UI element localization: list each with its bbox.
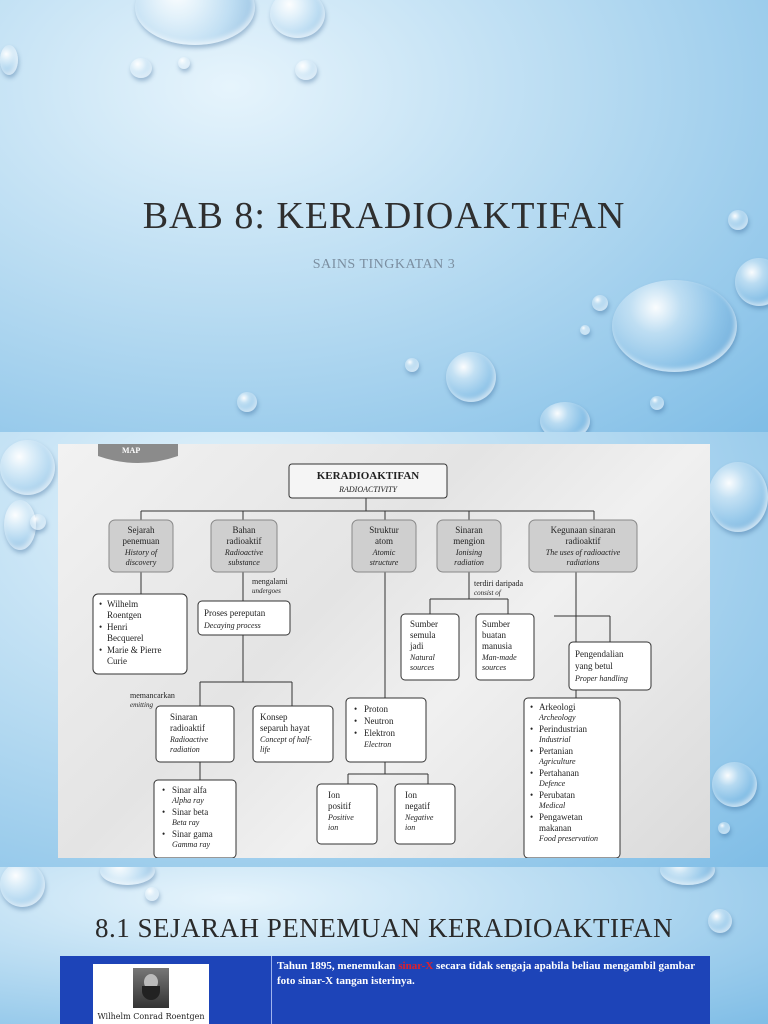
branch-label-en: structure [369, 558, 399, 567]
water-drop [145, 887, 159, 901]
branch-label-en: The uses of radioactive [545, 548, 621, 557]
branch-label: mengion [453, 536, 485, 546]
use-label: Pertahanan [539, 768, 579, 778]
roentgen-photo [93, 964, 209, 1024]
water-drop [0, 45, 18, 75]
node-label-en: ion [405, 823, 416, 832]
link-label-en: undergoes [252, 587, 281, 595]
ion-negatif-box [395, 784, 455, 844]
use-label-en: Archeology [539, 713, 576, 722]
water-drop [405, 358, 419, 372]
water-drop [612, 280, 737, 372]
node-label: Konsep [260, 712, 288, 722]
bullet: • [530, 746, 534, 756]
branch-label: Bahan [232, 525, 256, 535]
node-label-en: ion [328, 823, 339, 832]
use-label: Pertanian [539, 746, 573, 756]
branch-label-en: radiations [566, 558, 600, 567]
node-label-en: Natural [410, 653, 435, 662]
water-drop [295, 60, 317, 80]
portrait-image [133, 968, 169, 1008]
water-drop [592, 295, 608, 311]
node-label-en: Concept of half- [260, 735, 312, 744]
node-label-en: Decaying process [204, 621, 261, 630]
bullet: • [530, 702, 534, 712]
bullet: • [162, 829, 166, 839]
branch-label: penemuan [122, 536, 160, 546]
water-drop [270, 0, 325, 38]
water-drop [712, 762, 757, 807]
water-drop [660, 867, 715, 885]
scientist-name: Becquerel [107, 633, 144, 643]
sumber-buatan-box [476, 614, 534, 680]
uses-box [524, 698, 620, 858]
history-text-highlight: sinar-X [398, 960, 434, 972]
scientists-box [93, 594, 187, 674]
node-label-en: Negative [405, 813, 434, 822]
branch-label-en: History of [124, 548, 158, 557]
node-label: Pengendalian [575, 649, 624, 659]
node-label-en: Man-made [482, 653, 517, 662]
link-label: mengalami [252, 577, 288, 586]
branch-label-en: radiation [454, 558, 484, 567]
water-drop [0, 440, 55, 495]
particle-label: Neutron [364, 716, 394, 726]
panel-divider [271, 956, 272, 1024]
node-label-en: Positive [328, 813, 354, 822]
node-label: jadi [410, 641, 424, 651]
bullet: • [162, 807, 166, 817]
particles-box [346, 698, 426, 762]
slide-title: BAB 8: KERADIOAKTIFAN [142, 195, 626, 237]
concept-map-slide [0, 432, 768, 867]
concept-map [58, 444, 710, 858]
node-label-en: sources [482, 663, 507, 672]
scientist-name: Roentgen [107, 610, 142, 620]
water-drop [30, 514, 46, 530]
branch-label-en: Atomic [372, 548, 396, 557]
map-badge-label: MAP [122, 446, 141, 455]
node-label: negatif [405, 801, 430, 811]
node-label: Proses pereputan [204, 608, 266, 618]
link-label: memancarkan [130, 691, 175, 700]
node-label-en: Radioactive [170, 735, 209, 744]
branch-bahan [211, 520, 277, 572]
node-label: manusia [482, 641, 512, 651]
portrait-beard [142, 986, 160, 1000]
bullet: • [530, 724, 534, 734]
branch-sinaran [437, 520, 501, 572]
bullet: • [162, 785, 166, 795]
branch-label: Sejarah [127, 525, 155, 535]
bullet: • [354, 716, 358, 726]
history-text [277, 959, 702, 989]
water-drop [237, 392, 257, 412]
particle-label: Proton [364, 704, 389, 714]
photo-caption: Wilhelm Conrad Roentgen [97, 1012, 205, 1021]
water-drop [130, 58, 152, 78]
ion-positif-box [317, 784, 377, 844]
water-drop [580, 325, 590, 335]
sumber-semula-box [401, 614, 459, 680]
water-drop [178, 57, 190, 69]
root-node [289, 464, 447, 498]
sinaran-radioaktif-box [156, 706, 234, 762]
water-drop [650, 396, 664, 410]
use-label-en: Medical [539, 801, 566, 810]
branch-label: Sinaran [455, 525, 483, 535]
root-title: KERADIOAKTIFAN [316, 470, 420, 482]
history-text-before: Tahun 1895, menemukan [277, 960, 399, 972]
use-label: Pengawetan [539, 812, 583, 822]
section-heading: 8.1 SEJARAH PENEMUAN KERADIOAKTIFAN [94, 913, 673, 943]
water-drop [0, 867, 45, 907]
title-slide [0, 0, 768, 432]
node-label-en: life [260, 745, 271, 754]
scientist-name: Wilhelm [107, 599, 139, 609]
node-label: yang betul [575, 661, 613, 671]
root-subtitle: RADIOACTIVITY [339, 485, 397, 494]
ray-label: Sinar alfa [172, 785, 207, 795]
water-drop [100, 867, 155, 885]
node-label: buatan [482, 630, 506, 640]
ray-label-en: Alpha ray [172, 796, 204, 805]
link-label: terdiri daripada [474, 579, 524, 588]
link-label-en: consist of [474, 589, 501, 597]
history-slide [0, 867, 768, 1024]
node-label: semula [410, 630, 436, 640]
node-label: Sumber [482, 619, 510, 629]
pengendalian-box [569, 642, 651, 690]
konsep-box [253, 706, 333, 762]
node-label: Sinaran [170, 712, 198, 722]
branch-label-en: discovery [125, 558, 157, 567]
particle-label-en: Electron [364, 740, 392, 749]
use-label-en: Agriculture [539, 757, 576, 766]
node-label: Sumber [410, 619, 438, 629]
use-label: makanan [539, 823, 572, 833]
bullet: • [354, 704, 358, 714]
branch-label: Struktur [369, 525, 399, 535]
water-drop [446, 352, 496, 402]
branch-label: Kegunaan sinaran [550, 525, 616, 535]
branch-label-en: Radioactive [224, 548, 264, 557]
branch-label-en: substance [228, 558, 260, 567]
water-drop [135, 0, 255, 45]
bullet: • [99, 599, 103, 609]
branch-label: radioaktif [226, 536, 262, 546]
branch-kegunaan [529, 520, 637, 572]
node-label-en: sources [410, 663, 435, 672]
bullet: • [530, 790, 534, 800]
node-label: positif [328, 801, 352, 811]
scientist-name: Curie [107, 656, 127, 666]
use-label-en: Food preservation [539, 834, 599, 843]
use-label: Perubatan [539, 790, 575, 800]
branch-label: radioaktif [565, 536, 601, 546]
rays-box [154, 780, 236, 858]
use-label: Arkeologi [539, 702, 576, 712]
slide-subtitle: SAINS TINGKATAN 3 [312, 257, 456, 272]
node-label-en: Proper handling [575, 674, 628, 683]
branch-struktur [352, 520, 416, 572]
water-drop [708, 462, 768, 532]
ray-label: Sinar gama [172, 829, 213, 839]
map-badge [98, 444, 178, 463]
particle-label: Elektron [364, 728, 395, 738]
use-label: Perindustrian [539, 724, 587, 734]
branch-label-en: Ionising [455, 548, 483, 557]
history-text-after: secara tidak sengaja apabila beliau mengambil gambar foto sinar-X tangan isterinya. [277, 960, 695, 987]
bullet: • [99, 645, 103, 655]
bullet: • [530, 768, 534, 778]
node-label: Ion [328, 790, 340, 800]
bullet: • [530, 812, 534, 822]
ray-label-en: Gamma ray [172, 840, 210, 849]
use-label-en: Defence [539, 779, 566, 788]
node-label: Ion [405, 790, 417, 800]
ray-label-en: Beta ray [172, 818, 200, 827]
scientist-name: Henri [107, 622, 128, 632]
bullet: • [354, 728, 358, 738]
use-label-en: Industrial [539, 735, 571, 744]
node-label: separuh hayat [260, 723, 310, 733]
branch-sejarah [109, 520, 173, 572]
node-label-en: radiation [170, 745, 200, 754]
water-drop [718, 822, 730, 834]
ray-label: Sinar beta [172, 807, 209, 817]
bullet: • [99, 622, 103, 632]
scientist-name: Marie & Pierre [107, 645, 162, 655]
info-panel [60, 956, 710, 1024]
branch-label: atom [375, 536, 393, 546]
node-label: radioaktif [170, 723, 205, 733]
proses-box [198, 601, 290, 635]
link-label-en: emitting [130, 701, 153, 709]
water-drop [540, 402, 590, 432]
